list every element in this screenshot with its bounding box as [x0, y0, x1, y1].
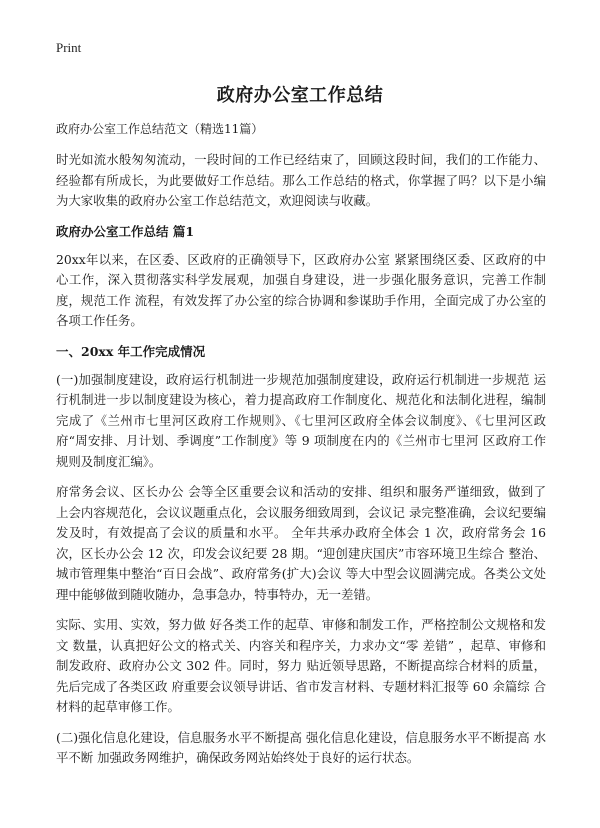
section-heading: 政府办公室工作总结 篇1	[56, 223, 195, 239]
print-link[interactable]: Print	[56, 40, 82, 55]
paragraph-1: 20xx年以来，在区委、区政府的正确领导下，区政府办公室 紧紧围绕区委、区政府的中心工作，深入贯彻落实科学发展观，加强自身建设，进一步强化服务意识，完善工作制度，规范工作 流程，有效发挥了办公室的综合协调和参谋助手作用，全面完成了办公室的各项工作任务。	[56, 251, 546, 328]
paragraph-4: 实际、实用、实效，努力做 好各类工作的起草、审修和制发工作，严格控制公文规格和发文 数量，认真把好公文的格式关、内容关和程序关，力求办文“零 差错” ，起草、审修和制发政府、政府办公文 302 件。同时，努力 贴近领导思路，不断提高综合材料的质量，先后完成了各类区政 府重要会议领导讲话、省市发言材料、专题材料汇报等 60 余篇综 合材料的起草审修工作。	[56, 617, 546, 714]
document-title: 政府办公室工作总结	[216, 85, 384, 106]
document-subtitle: 政府办公室工作总结范文（精选11篇）	[56, 122, 264, 136]
paragraph-5: (二)强化信息化建设，信息服务水平不断提高 强化信息化建设，信息服务水平不断提高 水平不断 加强政务网维护，确保政务网站始终处于良好的运行状态。	[56, 729, 546, 765]
paragraph-2: (一)加强制度建设，政府运行机制进一步规范加强制度建设，政府运行机制进一步规范 运行机制进一步以制度建设为核心，着力提高政府工作制度化、规范化和法制化进程，编制完成了《兰州市七里河区政府工作规则》、《七里河区政府全体会议制度》、《七里河区政府“周安排、月计划、季调度”工作制度》等 9 项制度在内的《兰州市七里河 区政府工作规则及制度汇编》。	[56, 371, 546, 469]
intro-paragraph: 时光如流水般匆匆流动，一段时间的工作已经结束了，回顾这段时间，我们的工作能力、经验都有所成长，为此要做好工作总结。那么工作总结的格式，你掌握了吗？以下是小编为大家收集的政府办公室工作总结范文，欢迎阅读与收藏。	[56, 152, 546, 208]
document-body	[56, 150, 546, 779]
paragraph-3: 府常务会议、区长办公 会等全区重要会议和活动的安排、组织和服务严谨细致，做到了 上会内容规范化，会议议题重点化，会议服务细致周到，会议记 录完整准确，会议纪要编发及时，有效提高了会议的质量和水平。 全年共承办政府全体会 1 次，政府常务会 16 次，区长办公会 12 次，印发会议纪要 28 期。“迎创建庆国庆”市容环境卫生综合 整治、城市管理集中整治“百日会战”、政府常务(扩大)会议 等大中型会议圆满完成。各类公文处理中能够做到随收随办，急事急办，特事特办，无一差错。	[56, 484, 546, 602]
subsection-heading: 一、20xx 年工作完成情况	[56, 343, 206, 359]
